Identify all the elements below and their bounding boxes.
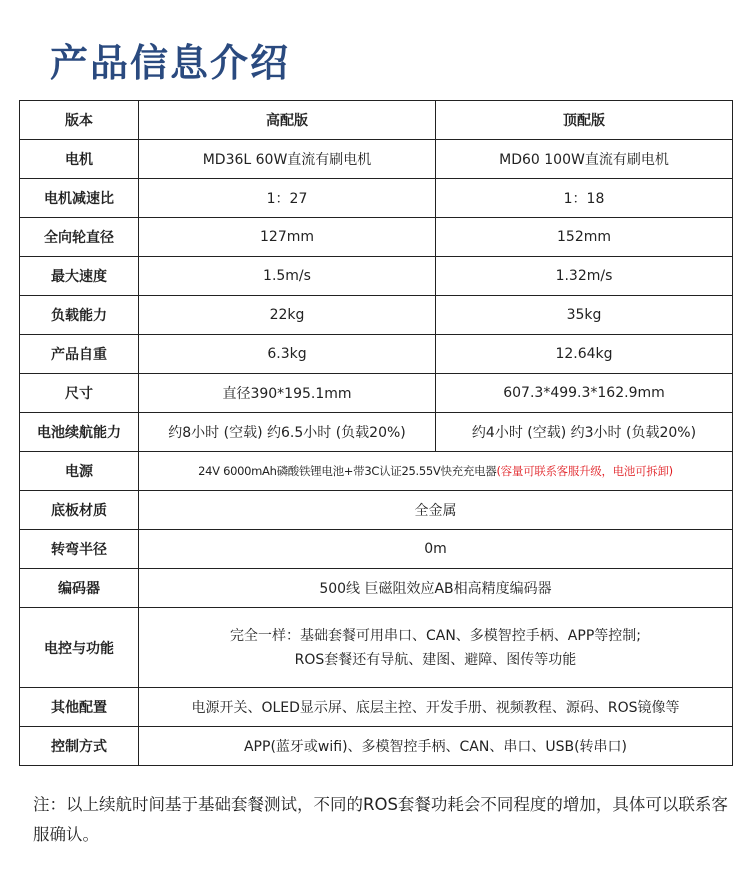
row-value-col1: MD36L 60W直流有刷电机: [139, 140, 436, 179]
row-value-col2: 1：18: [436, 179, 733, 218]
row-label: 电源: [20, 452, 139, 491]
row-label: 最大速度: [20, 257, 139, 296]
row-value-col2: 12.64kg: [436, 335, 733, 374]
row-value-col2: 35kg: [436, 296, 733, 335]
row-value-col1: 1.5m/s: [139, 257, 436, 296]
table-row: [20, 374, 733, 413]
page-title: 产品信息介绍: [50, 41, 291, 85]
table-row: [20, 413, 733, 452]
control-func-line-2: ROS套餐还有导航、建图、避障、图传等功能: [294, 651, 577, 668]
row-value-col1: 1：27: [139, 179, 436, 218]
row-label: 全向轮直径: [20, 218, 139, 257]
table-row: [20, 491, 733, 530]
header-high-config-cell: 高配版: [139, 101, 436, 140]
control-func-line-1: 完全一样：基础套餐可用串口、CAN、多模智控手柄、APP等控制;: [229, 627, 641, 644]
row-label: 产品自重: [20, 335, 139, 374]
row-label: 编码器: [20, 569, 139, 608]
row-value-col1: 127mm: [139, 218, 436, 257]
row-label: 底板材质: [20, 491, 139, 530]
row-label: 电控与功能: [20, 608, 139, 688]
power-highlight-note: (容量可联系客服升级，电池可拆卸): [496, 464, 673, 478]
table-row: [20, 688, 733, 727]
table-row: [20, 218, 733, 257]
power-spec-text: 24V 6000mAh磷酸铁锂电池+带3C认证25.55V快充充电器: [198, 464, 497, 478]
row-label: 转弯半径: [20, 530, 139, 569]
header-top-config-cell: 顶配版: [436, 101, 733, 140]
row-value-col1: 22kg: [139, 296, 436, 335]
table-row: [20, 727, 733, 766]
table-row: [20, 140, 733, 179]
row-value-merged: APP(蓝牙或wifi)、多模智控手柄、CAN、串口、USB(转串口): [139, 727, 733, 766]
row-value-merged: 0m: [139, 530, 733, 569]
row-value-merged: 500线 巨磁阻效应AB相高精度编码器: [139, 569, 733, 608]
row-value-merged: [139, 608, 733, 688]
row-label: 电机减速比: [20, 179, 139, 218]
row-label: 电池续航能力: [20, 413, 139, 452]
table-row: [20, 296, 733, 335]
table-row-power: [20, 452, 733, 491]
row-value-col1: 直径390*195.1mm: [139, 374, 436, 413]
row-value-col2: 约4小时 (空载) 约3小时 (负载20%): [436, 413, 733, 452]
row-value-col2: 1.32m/s: [436, 257, 733, 296]
table-row: [20, 335, 733, 374]
row-label: 控制方式: [20, 727, 139, 766]
table-header-row: [20, 101, 733, 140]
table-row: [20, 257, 733, 296]
row-value-merged: 全金属: [139, 491, 733, 530]
row-value-col2: MD60 100W直流有刷电机: [436, 140, 733, 179]
table-row: [20, 608, 733, 688]
power-value-cell: [139, 452, 733, 491]
spec-table: [19, 100, 733, 766]
row-value-col1: 6.3kg: [139, 335, 436, 374]
table-row: [20, 179, 733, 218]
row-label: 尺寸: [20, 374, 139, 413]
row-value-col2: 152mm: [436, 218, 733, 257]
row-value-merged: 电源开关、OLED显示屏、底层主控、开发手册、视频教程、源码、ROS镜像等: [139, 688, 733, 727]
row-value-col2: 607.3*499.3*162.9mm: [436, 374, 733, 413]
row-value-col1: 约8小时 (空载) 约6.5小时 (负载20%): [139, 413, 436, 452]
footnote: 注：以上续航时间基于基础套餐测试，不同的ROS套餐功耗会不同程度的增加，具体可以联系客服确认。: [33, 795, 728, 844]
row-label: 负载能力: [20, 296, 139, 335]
table-row: [20, 530, 733, 569]
header-version-cell: 版本: [20, 101, 139, 140]
row-label: 其他配置: [20, 688, 139, 727]
row-label: 电机: [20, 140, 139, 179]
table-row: [20, 569, 733, 608]
